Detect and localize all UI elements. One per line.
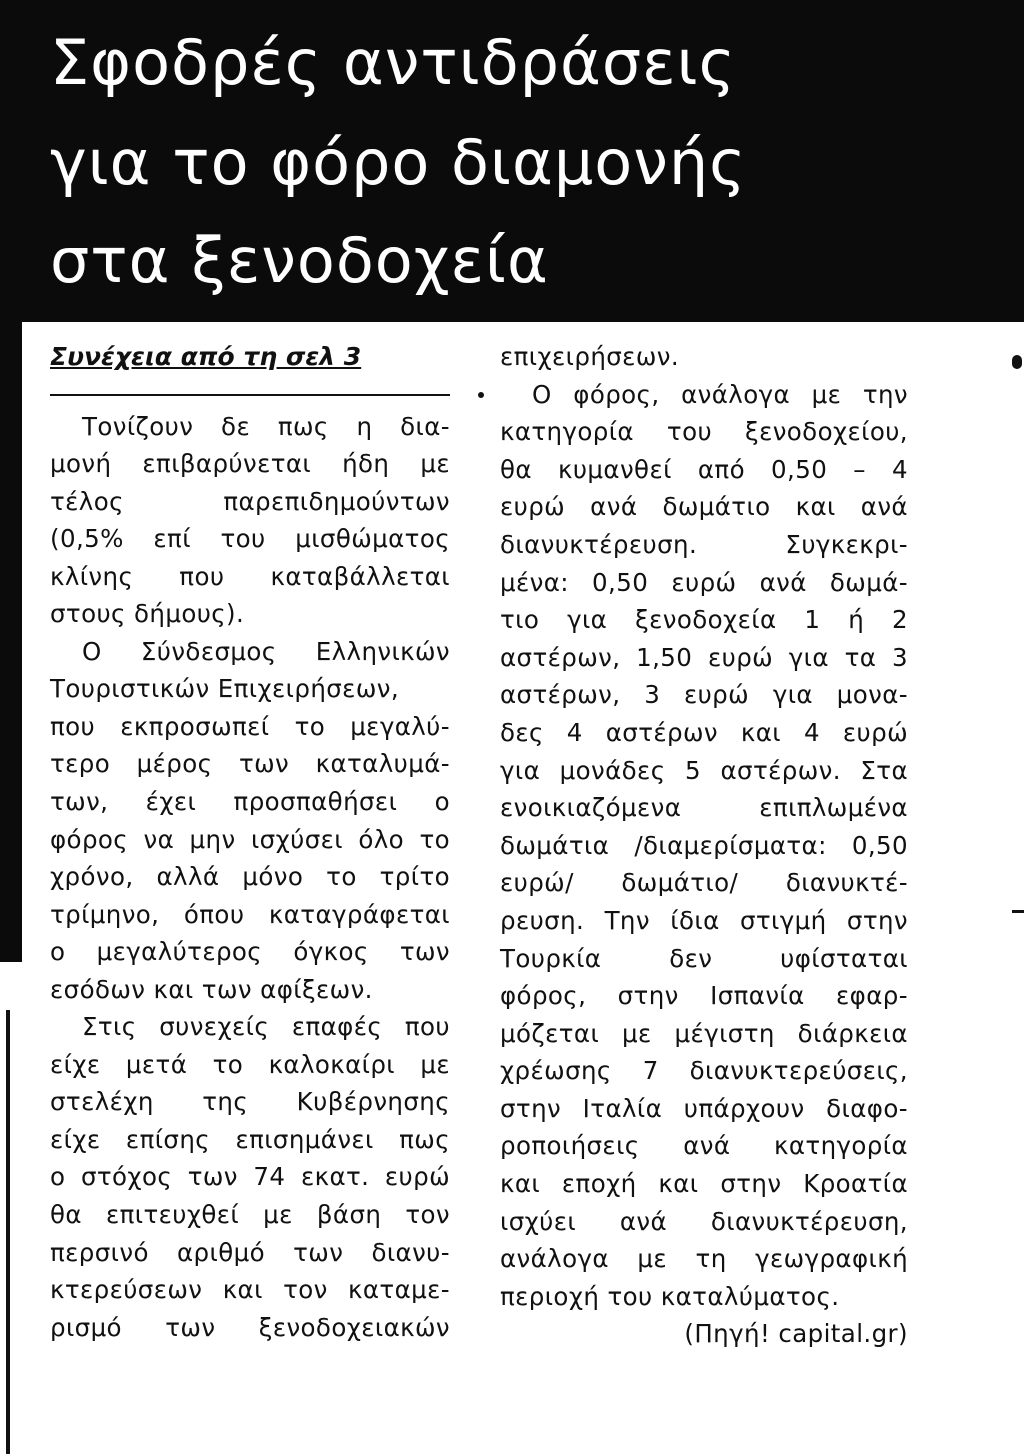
text-line: κλίνης που καταβάλλεται [50, 561, 450, 591]
kicker-divider [50, 394, 450, 396]
text-line: περσινό αριθμό των διανυ- [50, 1237, 450, 1267]
text-line: ροποιήσεις ανά κατηγορία [500, 1131, 908, 1161]
text-line: Τονίζουν δε πως η δια- [82, 411, 450, 441]
text-line: και εποχή και στην Κροατία [500, 1169, 908, 1199]
text-line: (0,5% επί του μισθώματος [50, 524, 450, 554]
text-line: για μονάδες 5 αστέρων. Στα [500, 755, 908, 785]
bullet-mark [478, 392, 484, 398]
text-line: μονή επιβαρύνεται ήδη με [50, 449, 450, 479]
text-line: φόρος να μην ισχύσει όλο το [50, 824, 450, 854]
text-line: ανάλογα με τη γεωγραφική [500, 1244, 908, 1274]
text-line: χρόνο, αλλά μόνο το τρίτο [50, 862, 450, 892]
text-line: στελέχη της Κυβέρνησης [50, 1087, 450, 1117]
page-edge-bar [0, 322, 22, 962]
text-line: ενοικιαζόμενα επιπλωμένα [500, 793, 908, 823]
text-line: εσόδων και των αφίξεων. [50, 974, 373, 1004]
text-line: των, έχει προσπαθήσει ο [50, 787, 450, 817]
text-line: τερο μέρος των καταλυμά- [50, 749, 450, 779]
text-line: αστέρων, 1,50 ευρώ για τα 3 [500, 642, 908, 672]
text-line: περιοχή του καταλύματος. [500, 1281, 840, 1311]
text-line: διανυκτέρευση. Συγκεκρι- [500, 529, 908, 559]
scan-mark [1012, 355, 1022, 369]
article-column-right [500, 338, 908, 1353]
text-line: δωμάτια /διαμερίσματα: 0,50 [500, 830, 908, 860]
text-line: τιο για ξενοδοχεία 1 ή 2 [500, 605, 908, 635]
text-line: ρισμό των ξενοδοχειακών [50, 1312, 450, 1342]
text-line: χρέωσης 7 διανυκτερεύσεις, [500, 1056, 908, 1086]
text-line: Ο Σύνδεσμος Ελληνικών [82, 636, 450, 666]
text-line: που εκπροσωπεί το μεγαλύ- [50, 711, 450, 741]
text-line: κατηγορία του ξενοδοχείου, [500, 417, 908, 447]
text-line: ευρώ/ δωμάτιο/ διανυκτέ- [500, 868, 908, 898]
text-line: στους δήμους). [50, 599, 245, 629]
text-line: ισχύει ανά διανυκτέρευση, [500, 1206, 908, 1236]
scan-mark [1012, 910, 1024, 913]
article-column-left [50, 338, 450, 1346]
text-line: είχε επίσης επισημάνει πως [50, 1124, 450, 1154]
left-column-text [50, 408, 450, 1347]
text-line: κτερεύσεων και τον καταμε- [50, 1275, 450, 1305]
text-line: στην Ιταλία υπάρχουν διαφο- [500, 1093, 908, 1123]
headline-line-1: Σφοδρές αντιδράσεις [50, 26, 737, 99]
text-line: μένα: 0,50 ευρώ ανά δωμά- [500, 567, 908, 597]
headline-line-3: στα ξενοδοχεία [50, 224, 549, 297]
text-line: Τουρκία δεν υφίσταται [500, 943, 908, 973]
text-line: θα επιτευχθεί με βάση τον [50, 1200, 450, 1230]
page-edge-rule [6, 1010, 10, 1454]
text-line: ρευση. Την ίδια στιγμή στην [500, 905, 908, 935]
text-line: Στις συνεχείς επαφές που [82, 1012, 450, 1042]
text-line: ευρώ ανά δωμάτιο και ανά [500, 492, 908, 522]
text-line: ο μεγαλύτερος όγκος των [50, 937, 450, 967]
text-line: τέλος παρεπιδημούντων [50, 486, 450, 516]
text-line: είχε μετά το καλοκαίρι με [50, 1049, 450, 1079]
headline-banner [0, 0, 1024, 322]
source-credit: (Πηγή! capital.gr) [684, 1319, 908, 1349]
text-line: Ο φόρος, ανάλογα με την [532, 379, 908, 409]
continuation-kicker: Συνέχεια από τη σελ 3 [50, 342, 362, 371]
text-line: Τουριστικών Επιχειρήσεων, [50, 674, 400, 704]
headline-line-2: για το φόρο διαμονής [50, 126, 747, 199]
text-line: ο στόχος των 74 εκατ. ευρώ [50, 1162, 450, 1192]
text-line: αστέρων, 3 ευρώ για μονα- [500, 680, 908, 710]
text-line: θα κυμανθεί από 0,50 – 4 [500, 454, 908, 484]
text-line: φόρος, στην Ισπανία εφαρ- [500, 981, 908, 1011]
text-line: μόζεται με μέγιστη διάρκεια [500, 1018, 908, 1048]
text-line: επιχειρήσεων. [500, 342, 680, 371]
text-line: τρίμηνο, όπου καταγράφεται [50, 899, 450, 929]
right-column-text [500, 338, 908, 1315]
text-line: δες 4 αστέρων και 4 ευρώ [500, 717, 908, 747]
